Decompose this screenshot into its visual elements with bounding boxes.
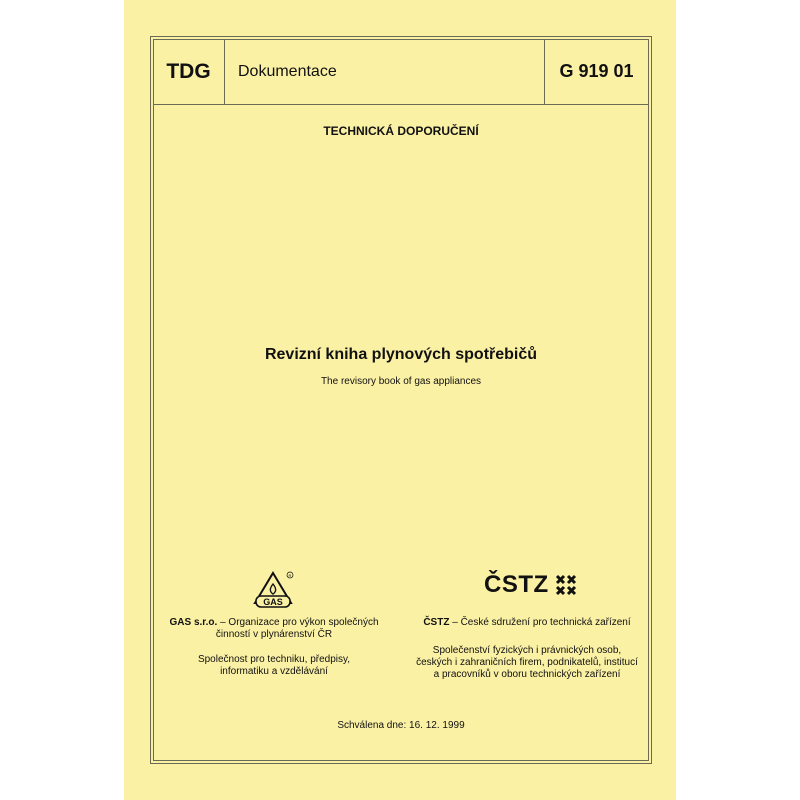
left-desc-line: Společnost pro techniku, předpisy, bbox=[197, 654, 351, 665]
cstz-logo-text: ČSTZ bbox=[484, 571, 549, 598]
right-desc-line: a pracovníků v oboru technických zařízení bbox=[433, 669, 621, 680]
left-org-description bbox=[163, 654, 385, 678]
svg-text:R: R bbox=[288, 573, 292, 578]
cstz-logo bbox=[484, 570, 577, 600]
gas-logo-icon bbox=[250, 570, 296, 610]
right-desc-line: českých i zahraničních firem, podnikatelů, institucí bbox=[416, 657, 638, 668]
right-org-line1: České sdružení pro technická zařízení bbox=[460, 617, 631, 628]
category-heading: TECHNICKÁ DOPORUČENÍ bbox=[323, 124, 479, 138]
left-desc-line: informatiku a vzdělávání bbox=[220, 666, 328, 677]
left-org-name-block bbox=[163, 617, 385, 641]
series-label: TDG bbox=[166, 59, 211, 83]
dash: – bbox=[217, 617, 229, 628]
right-desc-line: Společenství fyzických i právnických osob, bbox=[432, 645, 622, 656]
document-title: Revizní kniha plynových spotřebičů bbox=[264, 346, 538, 363]
gas-logo-text: GAS bbox=[263, 597, 283, 607]
document-type: Dokumentace bbox=[238, 62, 337, 80]
document-title-english: The revisory book of gas appliances bbox=[320, 376, 482, 387]
document-code: G 919 01 bbox=[559, 61, 634, 81]
right-org-description bbox=[412, 645, 642, 681]
approval-date: Schválena dne: 16. 12. 1999 bbox=[337, 720, 465, 731]
dash: – bbox=[449, 617, 461, 628]
right-org-name-block bbox=[412, 617, 642, 629]
cstz-mark-icon bbox=[555, 574, 577, 596]
header-separator bbox=[224, 39, 225, 104]
left-org-line1: Organizace pro výkon společných bbox=[228, 617, 379, 628]
left-org-name: GAS s.r.o. bbox=[169, 617, 218, 628]
right-org-name: ČSTZ bbox=[423, 617, 450, 628]
header-divider bbox=[153, 104, 649, 105]
left-org-line2: činností v plynárenství ČR bbox=[215, 629, 333, 640]
